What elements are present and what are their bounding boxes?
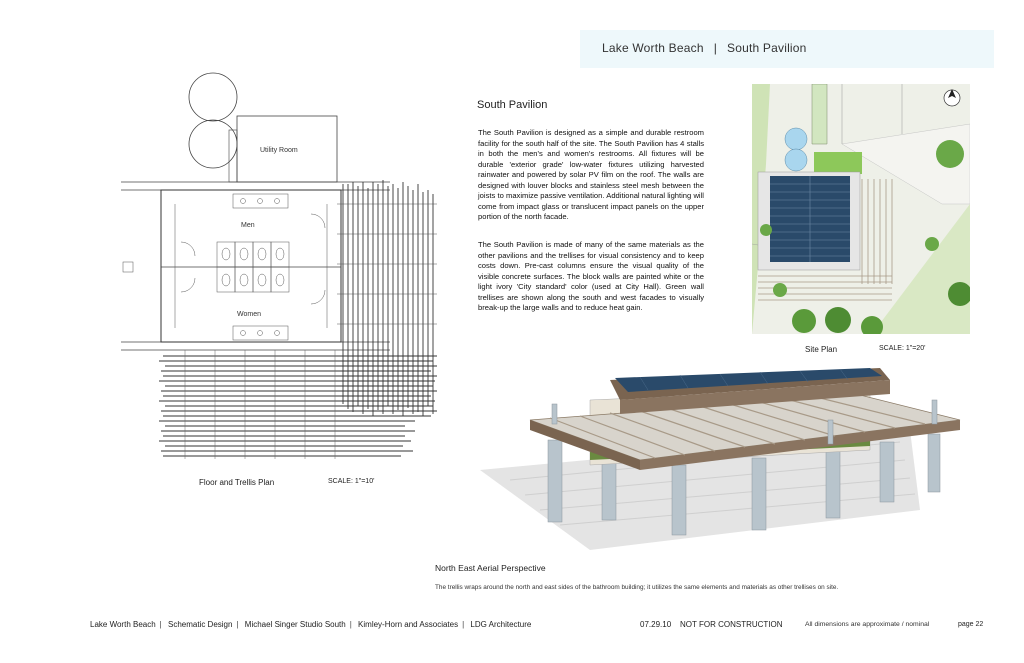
footer-separator: |: [236, 620, 239, 629]
aerial-perspective-drawing: [440, 360, 980, 560]
footer-item: Kimley-Horn and Associates: [358, 620, 459, 629]
description-paragraph-1: The South Pavilion is designed as a simple and durable restroom facility for the south half of the site. The South Pavilion has 4 stalls in both the men's and women's restrooms. All fixtures will be durable 'exterior grade' low-water fixtures utilizing harvested rainwater and powered by solar PV film on the roof. The walls are designed with louver blocks and stainless steel mesh between the joists to maximize passive ventilation. Additional natural lighting will come from impact glass or translucent impact panels on the upper portion of the north facade.: [478, 128, 704, 221]
footer-credits: [90, 620, 531, 629]
footer-date: 07.29.10: [640, 620, 672, 629]
aerial-note: The trellis wraps around the north and east sides of the bathroom building; it utilizes the same elements and materials as other trellises on site.: [435, 584, 839, 591]
header-project: Lake Worth Beach: [602, 41, 704, 55]
footer-item: Lake Worth Beach: [90, 620, 156, 629]
footer-separator: |: [159, 620, 162, 629]
footer-disclaimer: All dimensions are approximate / nominal: [805, 621, 930, 628]
footer-item: Schematic Design: [167, 620, 233, 629]
room-label-men: Men: [241, 222, 255, 229]
header-title: [602, 41, 807, 55]
footer-separator: |: [349, 620, 352, 629]
site-plan-caption: Site Plan: [805, 345, 838, 354]
floor-trellis-plan-drawing: [115, 64, 445, 474]
footer-separator: |: [462, 620, 465, 629]
site-plan-drawing: [752, 84, 970, 334]
site-plan-scale: SCALE: 1"=20': [879, 345, 926, 352]
header-separator: |: [713, 41, 718, 55]
aerial-caption: North East Aerial Perspective: [435, 563, 546, 573]
section-title: South Pavilion: [477, 99, 548, 111]
room-label-utility: Utility Room: [260, 147, 298, 154]
page-number: page 22: [958, 621, 984, 628]
header-section: South Pavilion: [727, 41, 807, 55]
footer-status: NOT FOR CONSTRUCTION: [680, 620, 783, 629]
floor-plan-caption: Floor and Trellis Plan: [199, 478, 275, 487]
description-paragraph-2: The South Pavilion is made of many of the same materials as the other pavilions and the trellises for visual consistency and to keep costs down. Pre-cast columns ensure the visual quality of the visible concrete surfaces. The block walls are painted white or the light ivory 'City standard' color (used at City Hall). Green wall trellises are shown along the south and west facades to visually break-up the large walls and to reduce heat gain.: [478, 240, 704, 312]
footer-item: Michael Singer Studio South: [244, 620, 346, 629]
footer-item: LDG Architecture: [470, 620, 532, 629]
room-label-women: Women: [237, 311, 261, 318]
floor-plan-scale: SCALE: 1"=10': [328, 478, 375, 485]
